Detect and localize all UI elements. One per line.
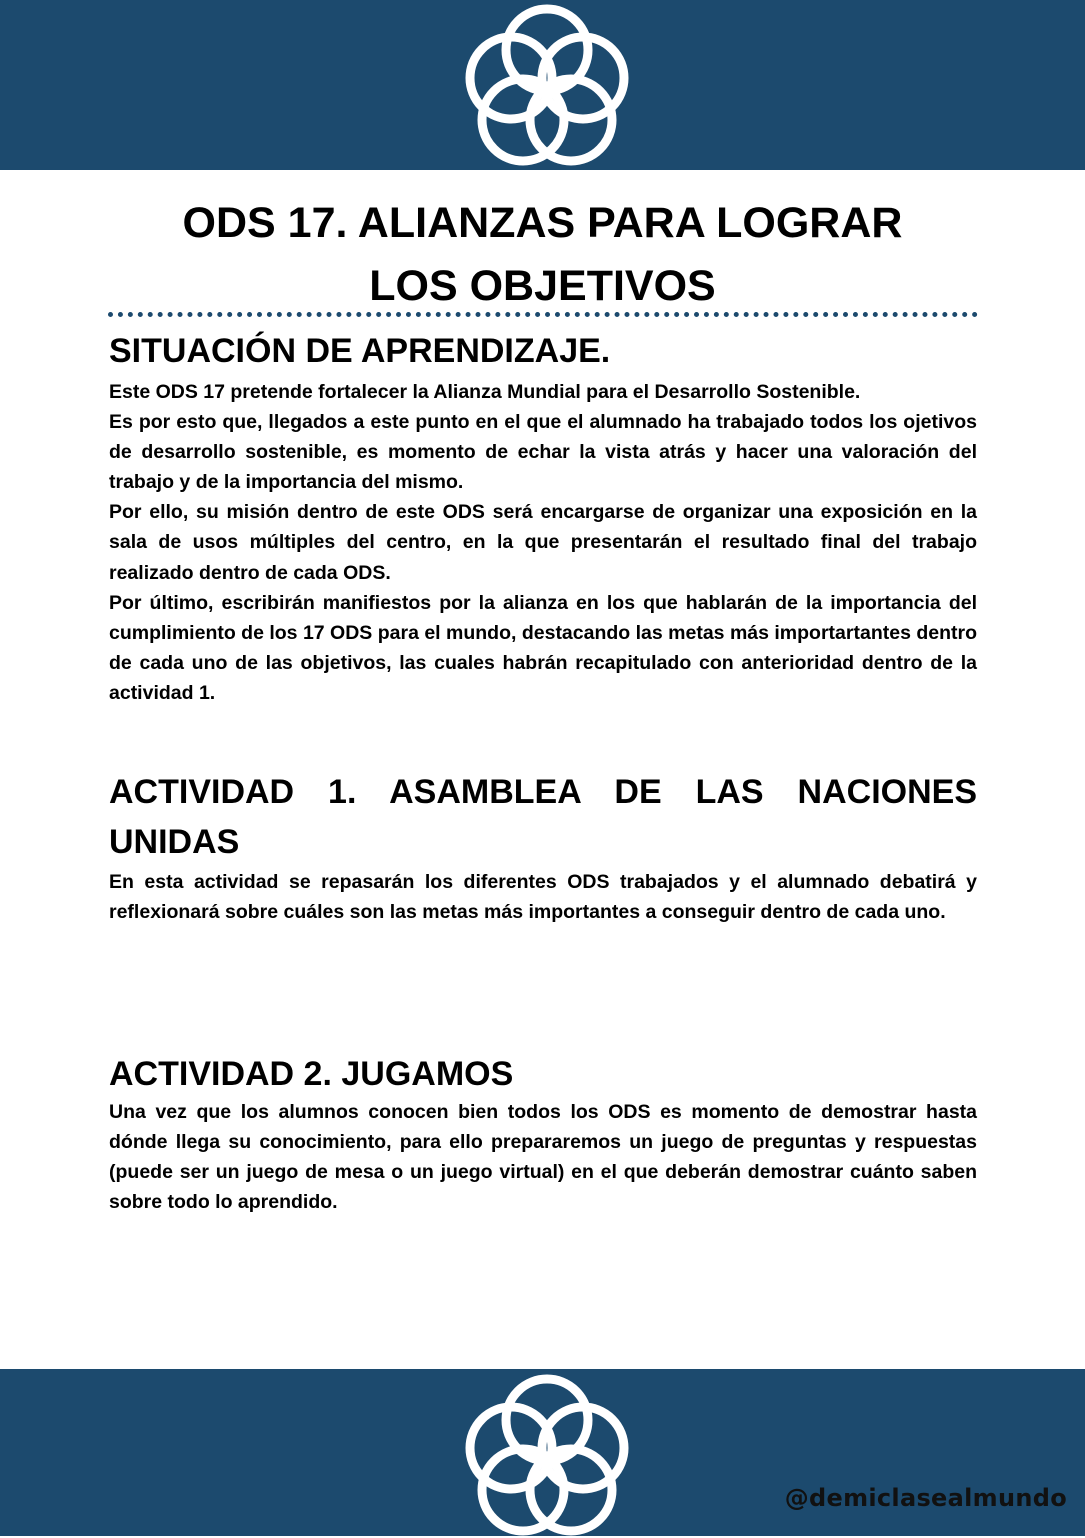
- social-handle: @demiclasealmundo: [784, 1484, 1067, 1512]
- actividad1-section: [109, 767, 977, 927]
- title-line-1: ODS 17. ALIANZAS PARA LOGRAR: [182, 199, 903, 247]
- page-title: [100, 192, 985, 318]
- situacion-paragraph-1: Este ODS 17 pretende fortalecer la Alianza Mundial para el Desarrollo Sostenible.: [109, 381, 861, 403]
- interlocking-circles-icon: [465, 1374, 629, 1538]
- situacion-section: [109, 326, 977, 708]
- header-band: [0, 0, 1085, 170]
- actividad2-text: Una vez que los alumnos conocen bien todos los ODS es momento de demostrar hasta dónde llega su conocimiento, para ello prepararemos un juego de preguntas y respuestas (puede ser un juego de mesa o un juego virtual) en el que deberán demostrar cuánto saben sobre todo lo aprendido.: [109, 1101, 977, 1214]
- situacion-paragraph-3: Por ello, su misión dentro de este ODS será encargarse de organizar una exposición en la sala de usos múltiples del centro, en la que presentarán el resultado final del trabajo realizado dentro de cada ODS.: [109, 501, 977, 584]
- situacion-paragraph-4: Por último, escribirán manifiestos por la alianza en los que hablarán de la importancia del cumplimiento de los 17 ODS para el mundo, destacando las metas más importartantes dentro de cada uno de las objetivos, las cuales habrán recapitulado con anterioridad dentro de la actividad 1.: [109, 591, 977, 704]
- actividad1-text: En esta actividad se repasarán los diferentes ODS trabajados y el alumnado debatirá y reflexionará sobre cuáles son las metas más importantes a conseguir dentro de cada uno.: [109, 871, 977, 924]
- situacion-heading: SITUACIÓN DE APRENDIZAJE.: [109, 332, 611, 370]
- interlocking-circles-icon: [465, 4, 629, 168]
- actividad1-heading: ACTIVIDAD 1. ASAMBLEA DE LAS NACIONES UNIDAS: [109, 773, 977, 861]
- actividad2-heading: ACTIVIDAD 2. JUGAMOS: [109, 1055, 514, 1093]
- situacion-paragraph-2: Es por esto que, llegados a este punto en el que el alumnado ha trabajado todos los ojetivos de desarrollo sostenible, es momento de echar la vista atrás y hacer una valoración del trabajo y de la importancia del mismo.: [109, 411, 977, 494]
- title-line-2: LOS OBJETIVOS: [369, 262, 716, 310]
- actividad2-section: [109, 1049, 977, 1217]
- dotted-divider: [108, 312, 978, 317]
